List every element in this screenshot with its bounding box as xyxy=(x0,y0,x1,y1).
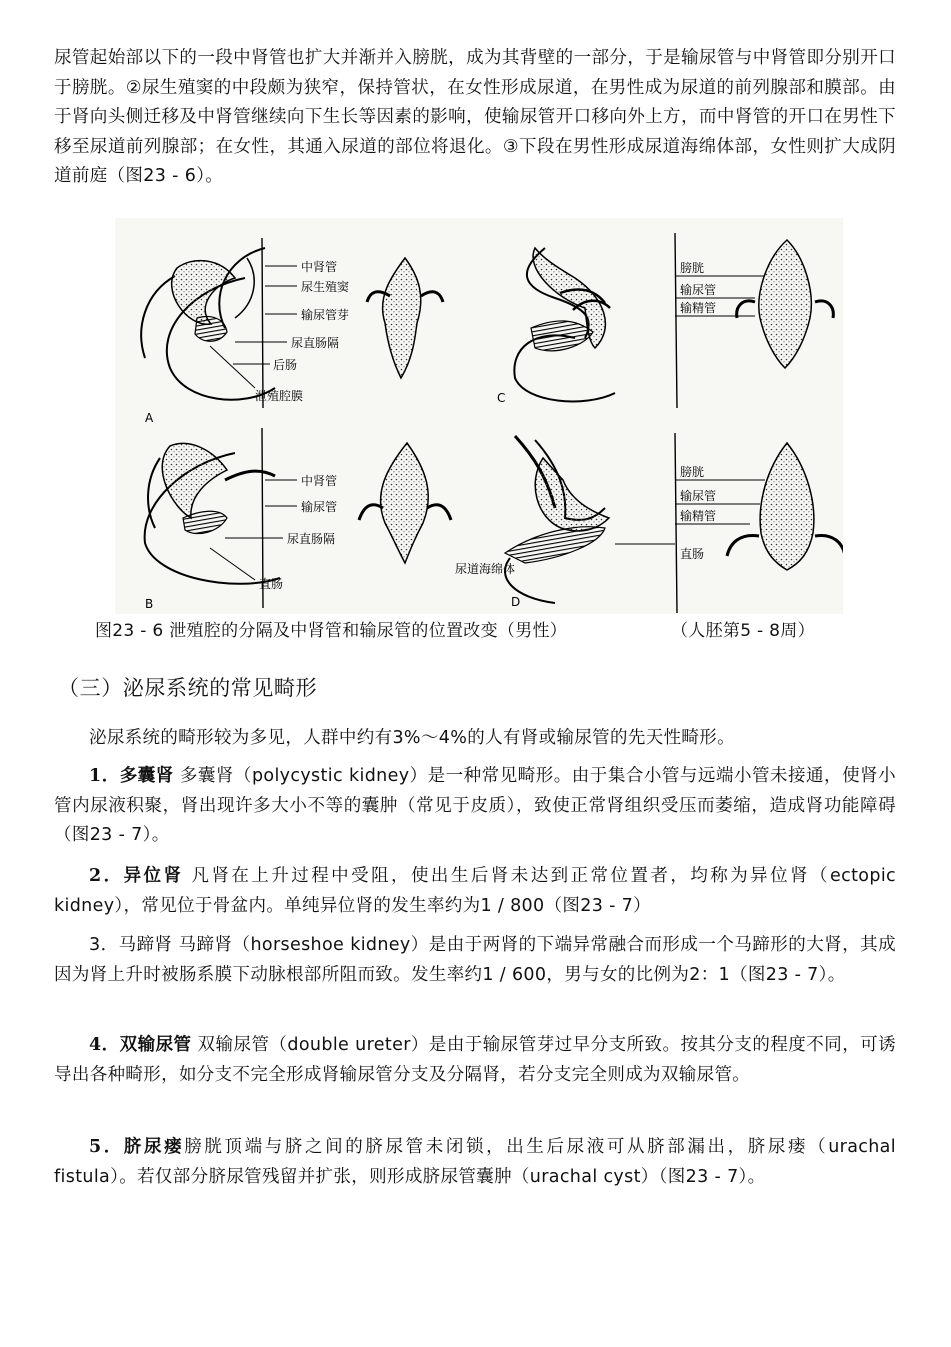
label-d-3: 直肠 xyxy=(680,547,705,561)
label-d-1: 输尿管 xyxy=(680,489,717,503)
item-term: 双输尿管 xyxy=(119,1035,192,1055)
caption-note: （人胚第5 - 8周） xyxy=(671,621,815,641)
label-b-1: 输尿管 xyxy=(301,500,338,514)
label-c-0: 膀胱 xyxy=(680,261,705,275)
embryo-diagram xyxy=(115,218,843,614)
label-c-1: 输尿管 xyxy=(680,283,717,297)
figure-caption xyxy=(95,620,895,642)
label-c-2: 输精管 xyxy=(680,301,717,315)
item-text: 3．马蹄肾 马蹄肾（horseshoe kidney）是由于两肾的下端异常融合而形成一个马蹄形的大肾，其成因为肾上升时被肠系膜下动脉根部所阻而致。发生率约1 / 600，男与女的比例为2：1（图23 - 7）。 xyxy=(54,935,896,985)
label-d-2: 输精管 xyxy=(680,509,717,523)
label-d-0: 膀胱 xyxy=(680,465,705,479)
label-a-1: 尿生殖窦 xyxy=(301,280,350,294)
list-item-5 xyxy=(54,1133,896,1192)
list-item-3 xyxy=(54,931,896,990)
item-term: 脐尿瘘 xyxy=(123,1137,185,1157)
embryo-figure xyxy=(115,218,843,614)
item-number: 1． xyxy=(89,766,120,786)
panel-a-letter: A xyxy=(145,411,154,425)
item-number: 5． xyxy=(89,1137,124,1157)
list-item-2 xyxy=(54,862,896,921)
panel-d-letter: D xyxy=(511,595,521,609)
label-b-3: 直肠 xyxy=(259,577,284,591)
panel-b-letter: B xyxy=(145,597,154,611)
section-intro: 泌尿系统的畸形较为多见，人群中约有3%～4%的人有肾或输尿管的先天性畸形。 xyxy=(89,728,735,748)
caption-title: 图23 - 6 泄殖腔的分隔及中肾管和输尿管的位置改变（男性） xyxy=(95,621,568,641)
section-heading: （三）泌尿系统的常见畸形 xyxy=(58,676,318,700)
item-number: 2． xyxy=(89,866,124,886)
panel-d xyxy=(455,433,843,613)
item-term: 多囊肾 xyxy=(119,766,174,786)
intro-paragraph: 尿管起始部以下的一段中肾管也扩大并渐并入膀胱，成为其背壁的一部分，于是输尿管与中肾管即分别开口于膀胱。②尿生殖窦的中段颇为狭窄，保持管状，在女性形成尿道，在男性成为尿道的前列腺部和膜部。由于肾向头侧迁移及中肾管继续向下生长等因素的影响，使输尿管开口移向外上方，而中肾管的开口在男性下移至尿道前列腺部；在女性，其通入尿道的部位将退化。③下段在男性形成尿道海绵体部，女性则扩大成阴道前庭（图23 - 6）。 xyxy=(54,48,896,186)
label-a-0: 中肾管 xyxy=(301,260,338,274)
panel-c-letter: C xyxy=(497,391,506,405)
label-a-2: 输尿管芽 xyxy=(301,308,350,322)
list-item-1 xyxy=(54,762,896,851)
list-item-4 xyxy=(54,1031,896,1090)
panel-b xyxy=(145,428,451,611)
item-term: 异位肾 xyxy=(123,866,184,886)
label-a-5: 泄殖腔膜 xyxy=(255,389,304,403)
label-b-0: 中肾管 xyxy=(301,474,338,488)
item-text: 膀胱顶端与脐之间的脐尿管未闭锁，出生后尿液可从脐部漏出，脐尿瘘（urachal fistula）。若仅部分脐尿管残留并扩张，则形成脐尿管囊肿（urachal cyst）（图23 - 7）。 xyxy=(54,1137,896,1187)
label-b-2: 尿直肠隔 xyxy=(287,532,336,546)
panel-c xyxy=(497,233,833,408)
label-d-4: 尿道海绵体 xyxy=(455,562,516,576)
item-text: 多囊肾（polycystic kidney）是一种常见畸形。由于集合小管与远端小管未接通，使肾小管内尿液积聚，肾出现许多大小不等的囊肿（常见于皮质），致使正常肾组织受压而萎缩，造成肾功能障碍（图23 - 7）。 xyxy=(54,766,896,845)
panel-a xyxy=(141,238,443,425)
item-text: 凡肾在上升过程中受阻，使出生后肾未达到正常位置者，均称为异位肾（ectopic kidney），常见位于骨盆内。单纯异位肾的发生率约为1 / 800（图23 - 7） xyxy=(54,866,896,916)
item-text: 双输尿管（double ureter）是由于输尿管芽过早分支所致。按其分支的程度不同，可诱导出各种畸形，如分支不完全形成肾输尿管分支及分隔肾，若分支完全则成为双输尿管。 xyxy=(54,1035,896,1085)
label-a-3: 尿直肠隔 xyxy=(291,336,340,350)
label-a-4: 后肠 xyxy=(273,358,298,372)
item-number: 4． xyxy=(89,1035,120,1055)
